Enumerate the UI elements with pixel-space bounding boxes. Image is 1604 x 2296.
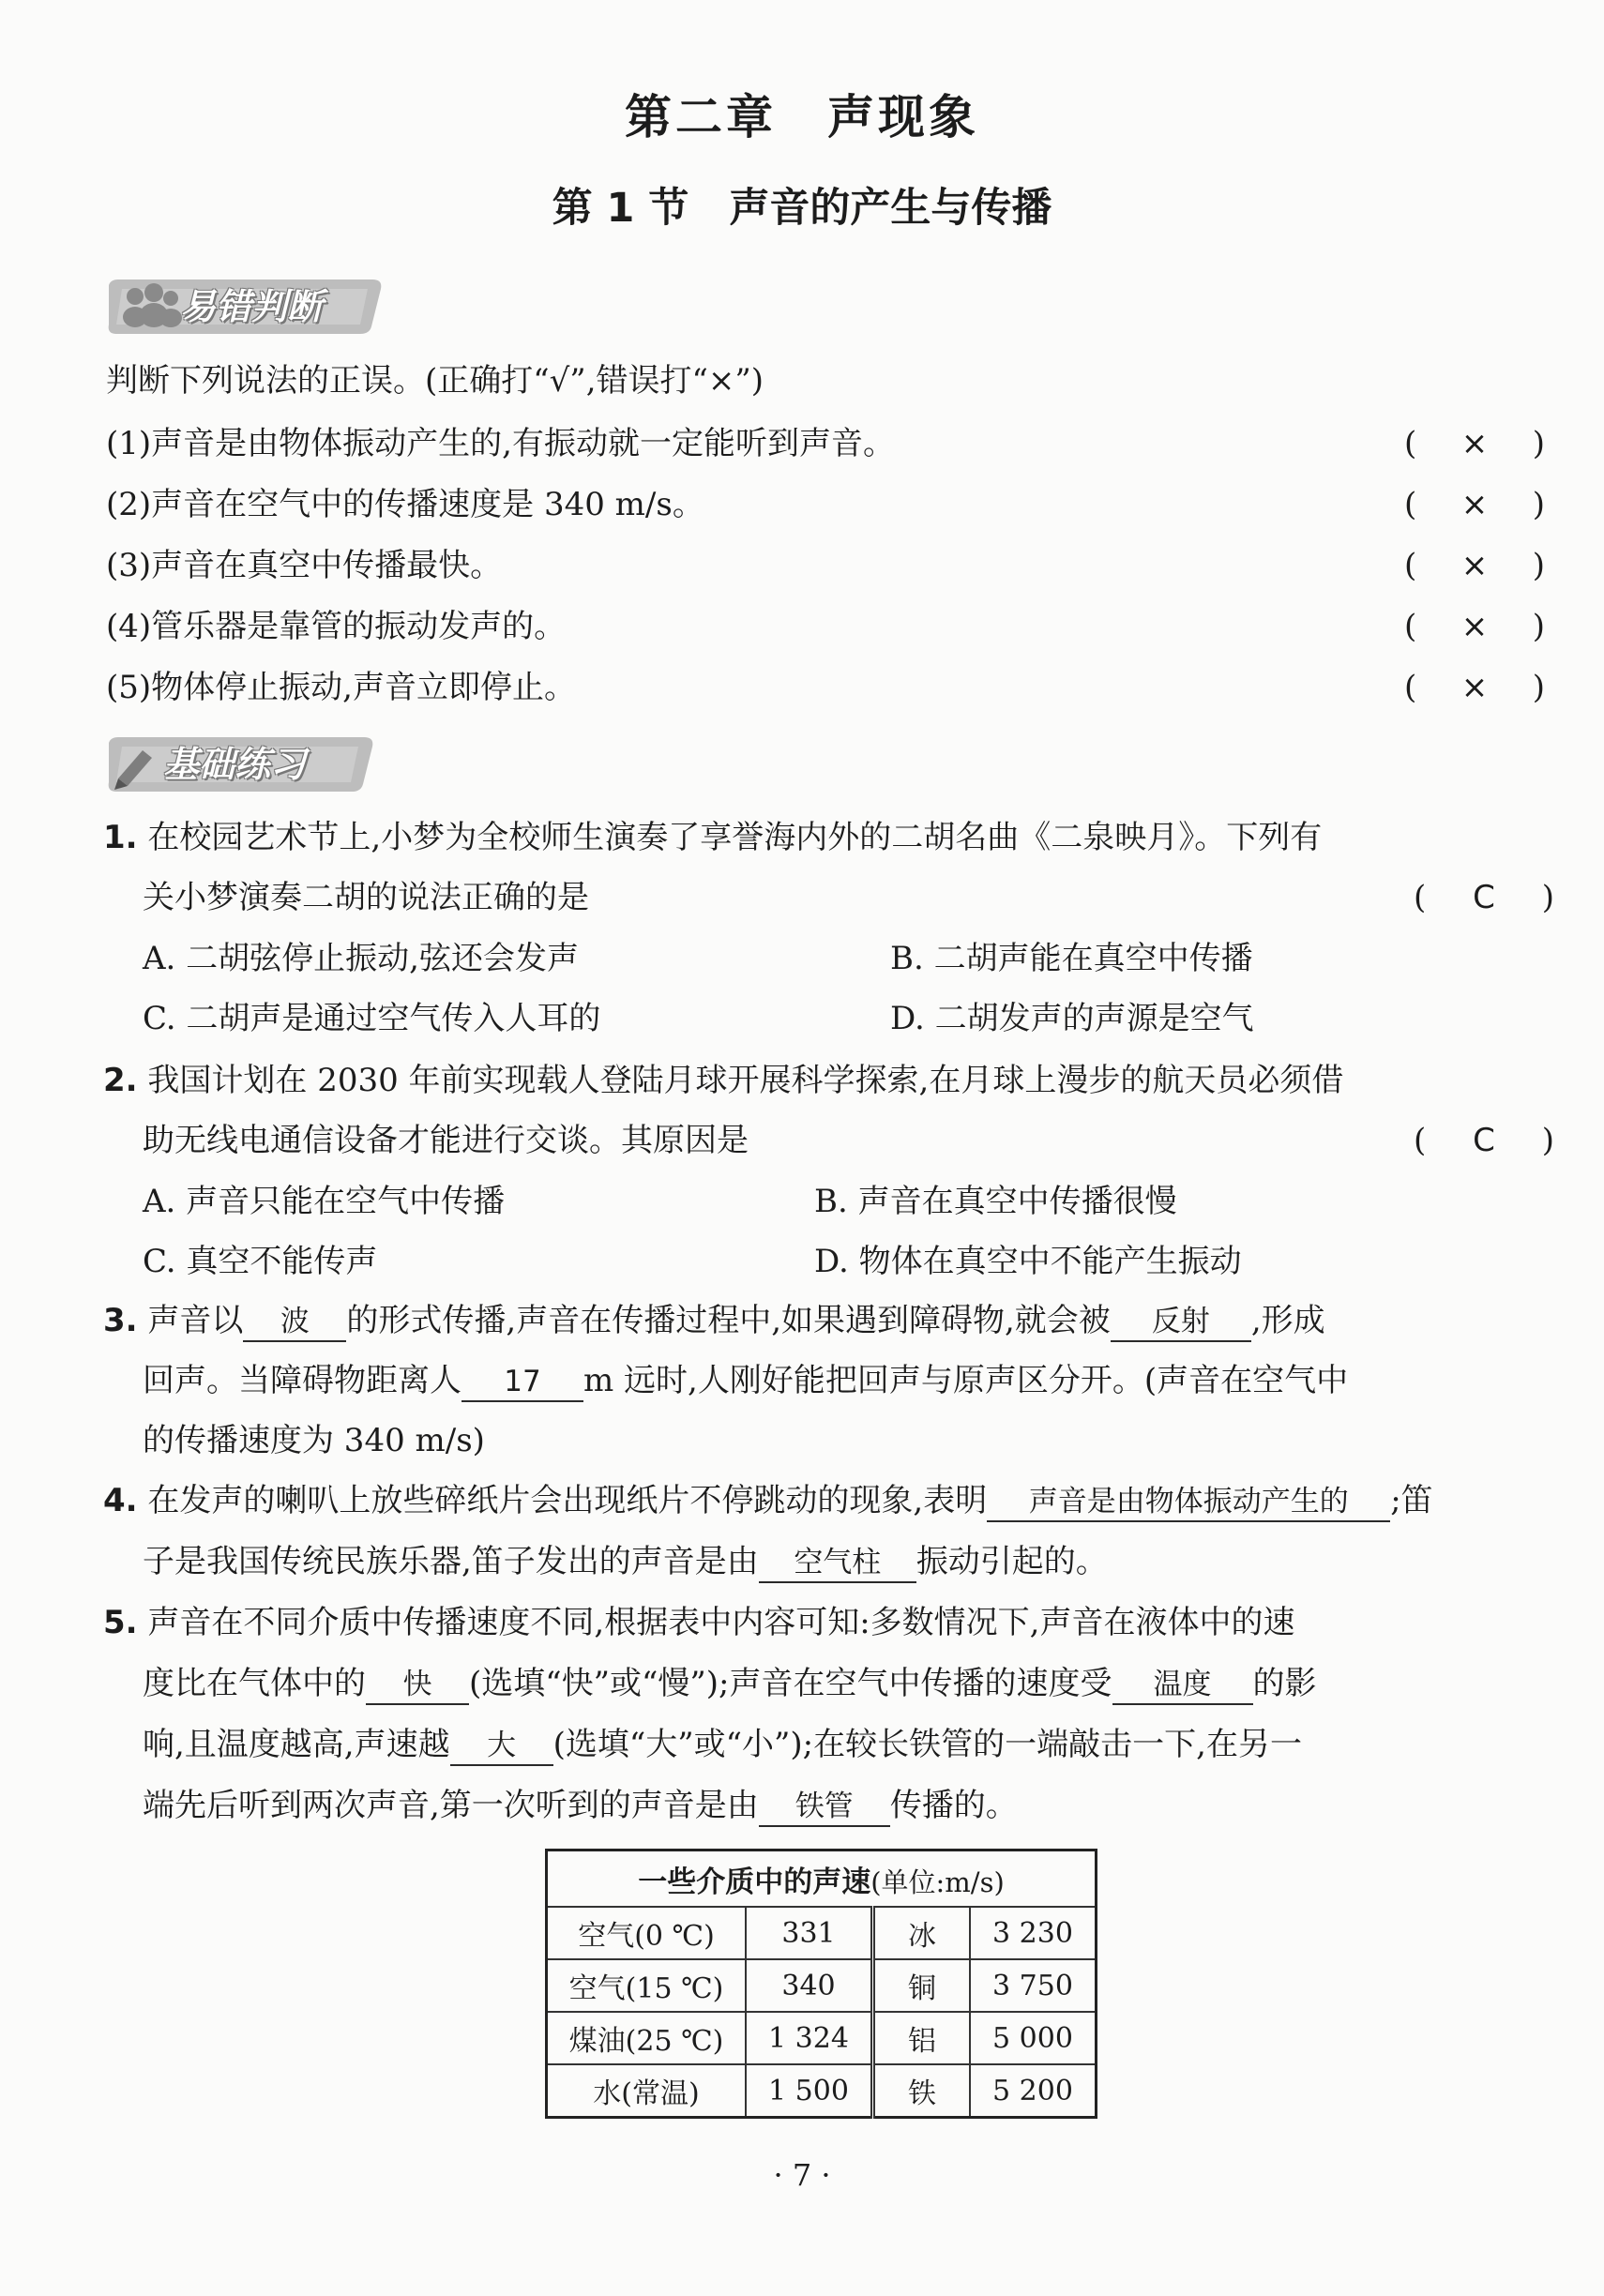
blank-answer: 空气柱 [759,1544,916,1583]
question-2-option-d: D. 物体在真空中不能产生振动 [814,1243,1242,1280]
question-2-line-1: 2. 我国计划在 2030 年前实现载人登陆月球开展科学探索,在月球上漫步的航天员必须借 [103,1062,1344,1099]
table-row [547,2012,1097,2064]
question-2-line-2: 助无线电通信设备才能进行交谈。其原因是 [143,1122,749,1159]
judge-item-3: (3)声音在真空中传播最快。 [106,547,503,584]
banner-error-judgment-label: 易错判断 [180,286,324,327]
workbook-page: 第二章 声现象 第 1 节 声音的产生与传播 易错判断 判断下列说法的正误。(正确打“√”,错误打“×”) (1)声音是由物体振动产生的,有振动就一定能听到声音。 ( × ) (2)声音在空气中的传播速度是 340 m/s。 ( × ) (3)声音在真空中传播最快。 ( × ) (4)管乐器是靠管的振动发声的。 ( × ) (5)物体停止振动,声音立即停止。 ( × ) 基础练习 1. 在校园艺术节上,小梦为全校师生演奏了享誉海内外的二胡名曲《二泉映月》。下列有 关小梦演奏二胡的说法正确的是 ( C ) A. 二胡弦停止振动,弦还会发声 B. 二胡声能在真空中传播 C. 二胡声是通过空气传入人耳的 D. 二胡发声的声源是空气 2. 我国计划在 2030 年前实现载人登陆月球开展科学探索,在月球上漫步的航天员必须借 助无线电通信设备才能进行交谈。其原因是 ( C ) A. 声音只能在空气中传播 B. 声音在真空中传播很慢 C. 真空不能传声 D. 物体在真空中不能产生振动 3. 声音以 波 的形式传播,声音在传播过程中,如果遇到障碍物,就会被 反射 ,形成 回声。当障碍物距离人 17 m 远时,人刚好能把回声与原声区分开。(声音在空气中 的传播速度为 340 m/s) 4. 在发声的喇叭上放些碎纸片会出现纸片不停跳动的现象,表明 声音是由物体振动产生的 ;笛 子是我国传统民族乐器,笛子发出的声音是由 空气柱 振动引起的。 5. 声音在不同介质中传播速度不同,根据表中内容可知:多数情况下,声音在液体中的速 度比在气体中的 快 (选填“快”或“慢”);声音在空气中传播的速度受 温度 的影 响,且温度越高,声速越 大 (选填“大”或“小”);在较长铁管的一端敲击一下,在另一 端先后听到两次声音,第一次听到的声音是由 铁管 传播的。 一些介质中的声速(单位:m/s) 空气(0 ℃) 331 冰 3 230 空气(15 ℃) 340 铜 3 750 煤油(25 ℃) 1 324 铝 5 000 水(常温) 1 500 铁 5 200 · 7 · [0,0,1604,2296]
table-title: 一些介质中的声速(单位:m/s) [547,1850,1097,1908]
question-2-option-a: A. 声音只能在空气中传播 [143,1183,506,1220]
question-1-line-1: 1. 在校园艺术节上,小梦为全校师生演奏了享誉海内外的二胡名曲《二泉映月》。下列有 [103,819,1323,856]
banner-basic-practice [105,735,377,793]
question-3-line-2: 回声。当障碍物距离人 17 m 远时,人刚好能把回声与原声区分开。(声音在空气中 [143,1360,1348,1402]
page-number: · 7 · [773,2157,831,2193]
question-1-option-a: A. 二胡弦停止振动,弦还会发声 [143,940,579,977]
table-cell: 3 230 [970,1907,1097,1959]
table-cell: 1 324 [746,2012,873,2064]
table-cell: 铁 [873,2064,971,2118]
blank-answer: 波 [243,1303,346,1342]
table-cell: 水(常温) [547,2064,747,2118]
table-cell: 3 750 [970,1959,1097,2012]
question-4-line-2: 子是我国传统民族乐器,笛子发出的声音是由 空气柱 振动引起的。 [143,1541,1108,1583]
question-1-option-c: C. 二胡声是通过空气传入人耳的 [143,1000,601,1037]
judge-item-2: (2)声音在空气中的传播速度是 340 m/s。 [106,486,704,523]
table-cell: 5 200 [970,2064,1097,2118]
table-row [547,1959,1097,2012]
table-cell: 空气(0 ℃) [547,1907,747,1959]
blank-answer: 反射 [1111,1303,1251,1342]
judge-item-1: (1)声音是由物体振动产生的,有振动就一定能听到声音。 [106,425,895,462]
question-5-line-1: 5. 声音在不同介质中传播速度不同,根据表中内容可知:多数情况下,声音在液体中的速 [103,1604,1295,1641]
banner-basic-practice-label: 基础练习 [163,744,307,785]
question-1-option-b: B. 二胡声能在真空中传播 [890,940,1253,977]
question-4-line-1: 4. 在发声的喇叭上放些碎纸片会出现纸片不停跳动的现象,表明 声音是由物体振动产生的 ;笛 [103,1480,1433,1522]
chapter-title: 第二章 声现象 [625,89,979,144]
blank-answer: 17 [462,1363,583,1402]
question-2-option-b: B. 声音在真空中传播很慢 [814,1183,1177,1220]
banner-error-judgment [105,278,386,336]
blank-answer: 大 [450,1727,553,1766]
question-3-line-1: 3. 声音以 波 的形式传播,声音在传播过程中,如果遇到障碍物,就会被 反射 ,形成 [103,1300,1325,1342]
question-2-option-c: C. 真空不能传声 [143,1243,378,1280]
question-5-line-4: 端先后听到两次声音,第一次听到的声音是由 铁管 传播的。 [143,1785,1018,1827]
question-1-option-d: D. 二胡发声的声源是空气 [890,1000,1254,1037]
question-3-line-3: 的传播速度为 340 m/s) [143,1422,485,1459]
question-5-line-3: 响,且温度越高,声速越 大 (选填“大”或“小”);在较长铁管的一端敲击一下,在另一 [143,1724,1302,1766]
table-cell: 331 [746,1907,873,1959]
section-title: 第 1 节 声音的产生与传播 [552,185,1052,232]
table-row [547,2064,1097,2118]
table-header-row [547,1850,1097,1908]
table-cell: 铜 [873,1959,971,2012]
table-cell: 5 000 [970,2012,1097,2064]
blank-answer: 快 [366,1666,469,1705]
judge-intro: 判断下列说法的正误。(正确打“√”,错误打“×”) [106,362,764,400]
sound-speed-table [545,1849,1097,2119]
blank-answer: 铁管 [759,1788,890,1827]
blank-answer: 声音是由物体振动产生的 [987,1483,1390,1522]
judge-item-4: (4)管乐器是靠管的振动发声的。 [106,608,567,645]
judge-item-5: (5)物体停止振动,声音立即停止。 [106,669,576,706]
table-cell: 铝 [873,2012,971,2064]
table-cell: 340 [746,1959,873,2012]
table-cell: 煤油(25 ℃) [547,2012,747,2064]
table-cell: 冰 [873,1907,971,1959]
blank-answer: 温度 [1112,1666,1253,1705]
table-cell: 空气(15 ℃) [547,1959,747,2012]
table-cell: 1 500 [746,2064,873,2118]
question-1-line-2: 关小梦演奏二胡的说法正确的是 [143,879,589,916]
question-5-line-2: 度比在气体中的 快 (选填“快”或“慢”);声音在空气中传播的速度受 温度 的影 [143,1663,1317,1705]
table-row [547,1907,1097,1959]
